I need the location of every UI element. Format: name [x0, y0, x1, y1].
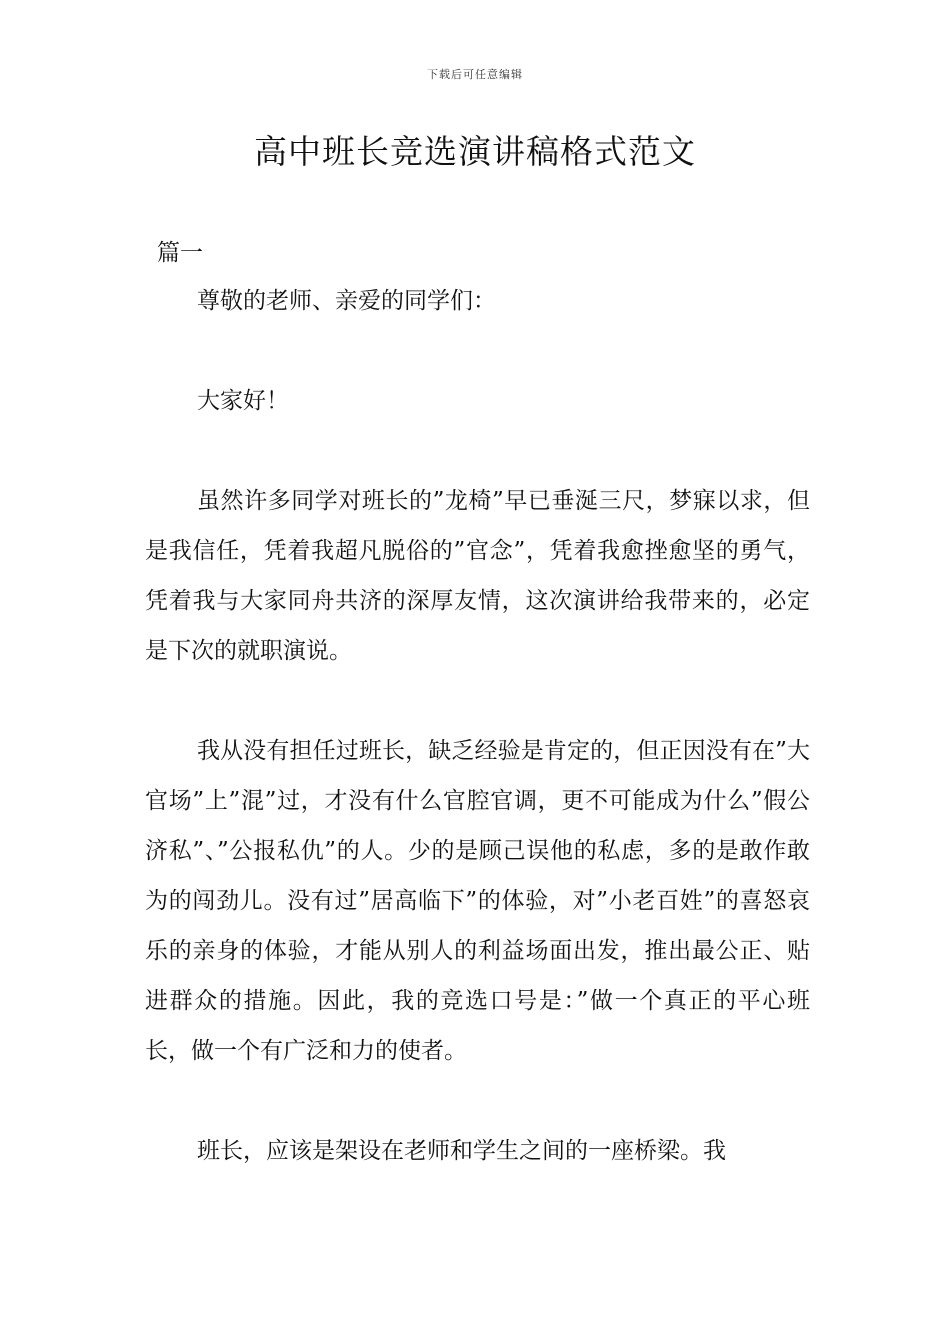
section-label: 篇一: [157, 240, 203, 266]
paragraph-salutation: 尊敬的老师、亲爱的同学们：: [197, 288, 496, 314]
document-body: [145, 276, 810, 1176]
paragraph-greeting: 大家好！: [197, 388, 289, 414]
document-title: 高中班长竞选演讲稿格式范文: [254, 132, 696, 171]
paragraph: 班长，应该是架设在老师和学生之间的一座桥梁。我: [197, 1138, 726, 1164]
header-note: 下载后可任意编辑: [427, 68, 523, 81]
paragraph: 虽然许多同学对班长的”龙椅”早已垂涎三尺，梦寐以求，但是我信任，凭着我超凡脱俗的”官念”，凭着我愈挫愈坚的勇气，凭着我与大家同舟共济的深厚友情，这次演讲给我带来的，必定是下次的就职演说。: [145, 488, 810, 664]
paragraph: 我从没有担任过班长，缺乏经验是肯定的，但正因没有在”大官场”上”混”过，才没有什么官腔官调，更不可能成为什么”假公济私”、”公报私仇”的人。少的是顾己误他的私虑，多的是敢作敢为的闯劲儿。没有过”居高临下”的体验，对”小老百姓”的喜怒哀乐的亲身的体验，才能从别人的利益场面出发，推出最公正、贴进群众的措施。因此，我的竞选口号是：”做一个真正的平心班长，做一个有广泛和力的使者。: [145, 738, 810, 1064]
